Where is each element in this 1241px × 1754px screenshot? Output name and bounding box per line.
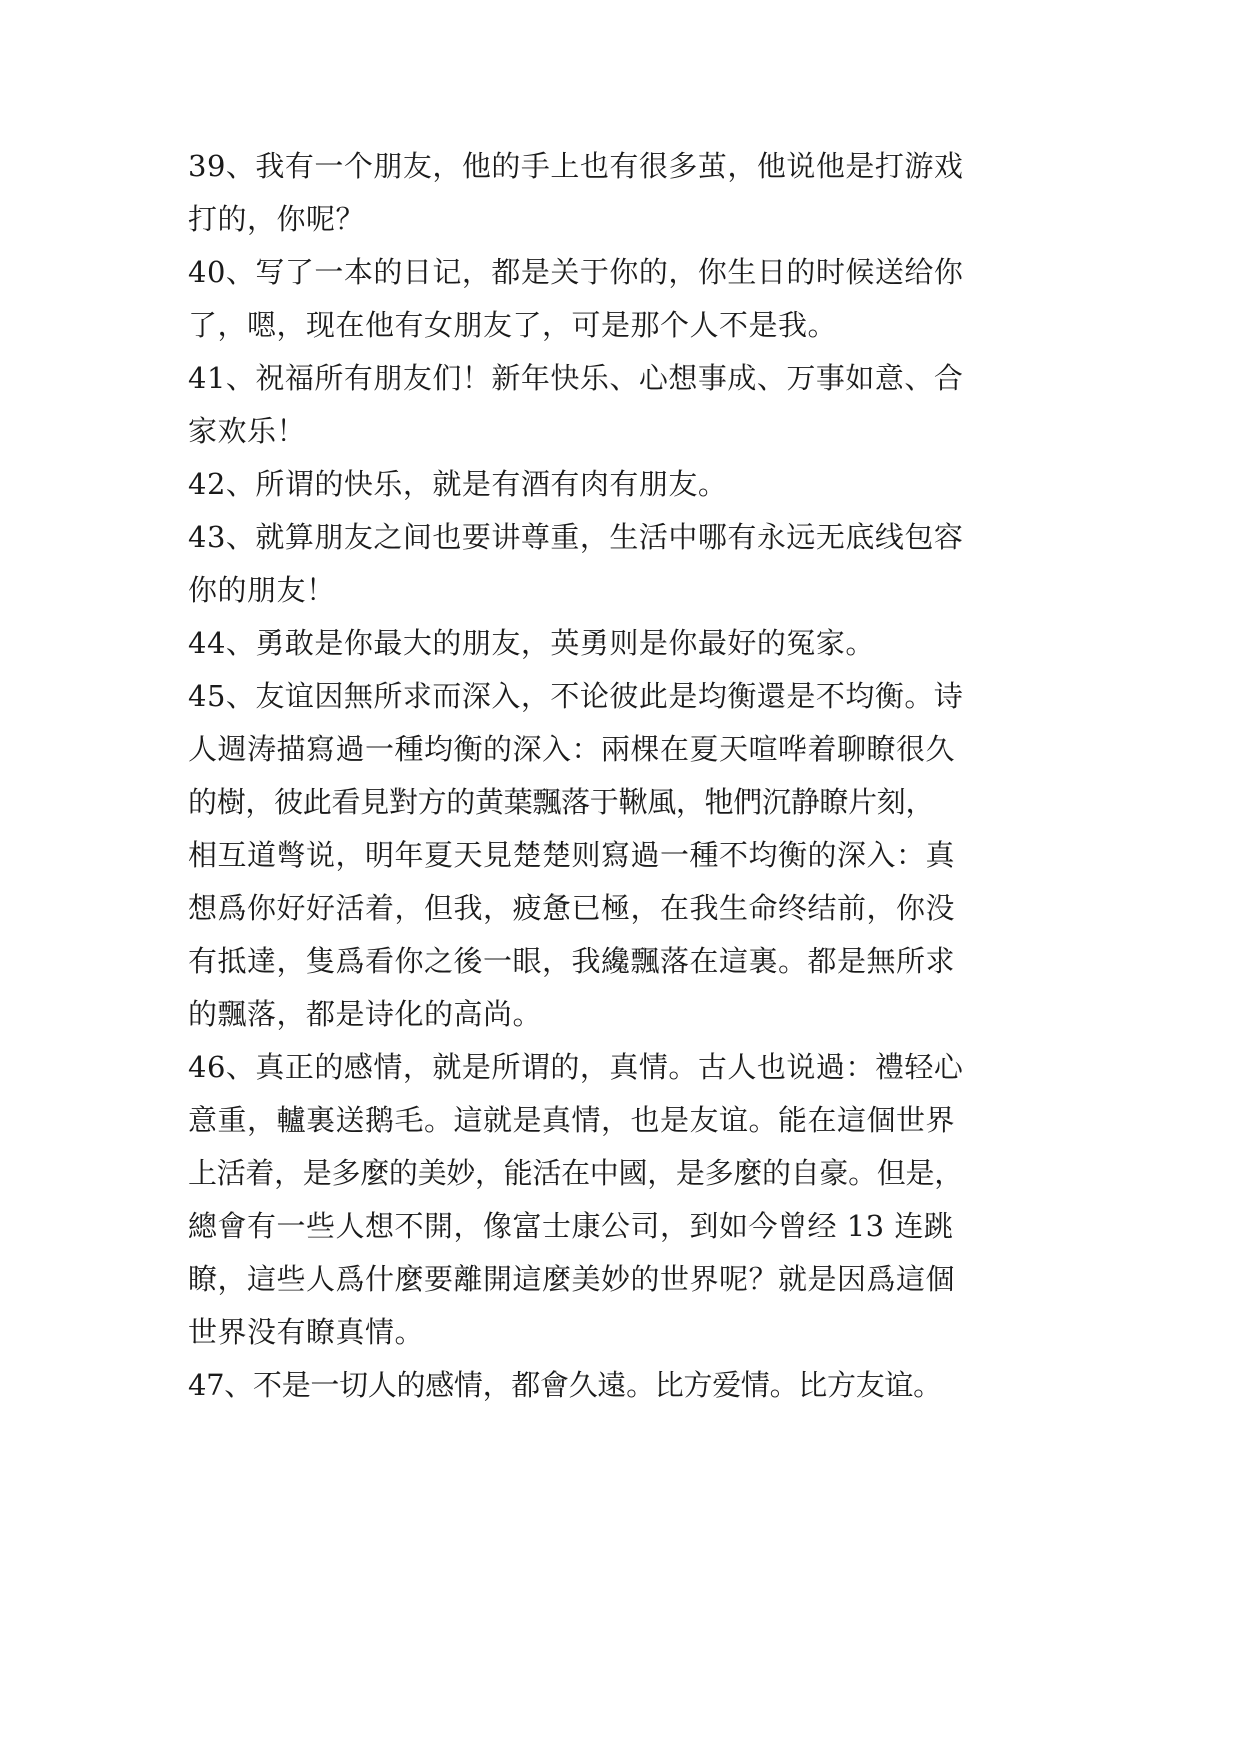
text-line: 想爲你好好活着，但我，疲惫已極，在我生命终结前，你没: [188, 891, 956, 925]
text-line: 你的朋友！: [188, 573, 336, 607]
text-line: 42、所谓的快乐，就是有酒有肉有朋友。: [188, 467, 728, 501]
text-line: 41、祝福所有朋友们！新年快乐、心想事成、万事如意、合: [188, 361, 964, 395]
text-line: 有抵達，隻爲看你之後一眼，我纔飄落在這裏。都是無所求: [188, 944, 956, 978]
text-line: 家欢乐！: [188, 414, 307, 448]
text-line: 的飄落，都是诗化的高尚。: [188, 997, 543, 1031]
text-line: 44、勇敢是你最大的朋友，英勇则是你最好的冤家。: [188, 626, 875, 660]
text-line: 40、写了一本的日记，都是关于你的，你生日的时候送给你: [188, 255, 964, 289]
text-line: 的樹，彼此看見對方的黄葉飄落于鞦風，牠們沉静瞭片刻，: [188, 785, 935, 819]
text-line: 瞭，這些人爲什麼要離開這麼美妙的世界呢？就是因爲這個: [188, 1262, 956, 1296]
text-line: 意重，轤裏送鹅毛。這就是真情，也是友谊。能在這個世界: [188, 1103, 956, 1137]
text-line: 打的，你呢？: [188, 202, 366, 236]
text-line: 人週涛描寫過一種均衡的深入：兩棵在夏天喧哗着聊瞭很久: [188, 732, 956, 766]
text-line: 了，嗯，现在他有女朋友了，可是那个人不是我。: [188, 308, 838, 342]
text-line: 總會有一些人想不開，像富士康公司，到如今曾经 13 连跳: [188, 1209, 954, 1243]
text-line: 上活着，是多麼的美妙，能活在中國，是多麼的自豪。但是，: [188, 1156, 963, 1190]
text-line: 43、就算朋友之间也要讲尊重，生活中哪有永远无底线包容: [188, 520, 964, 554]
text-line: 45、友谊因無所求而深入，不论彼此是均衡還是不均衡。诗: [188, 679, 964, 713]
text-line: 39、我有一个朋友，他的手上也有很多茧，他说他是打游戏: [188, 149, 964, 183]
text-line: 相互道彆说，明年夏天見楚楚则寫過一種不均衡的深入：真: [188, 838, 956, 872]
text-line: 47、不是一切人的感情，都會久遠。比方爱情。比方友谊。: [188, 1368, 942, 1402]
text-line: 46、真正的感情，就是所谓的，真情。古人也说過：禮轻心: [188, 1050, 964, 1084]
text-line: 世界没有瞭真情。: [188, 1315, 425, 1349]
